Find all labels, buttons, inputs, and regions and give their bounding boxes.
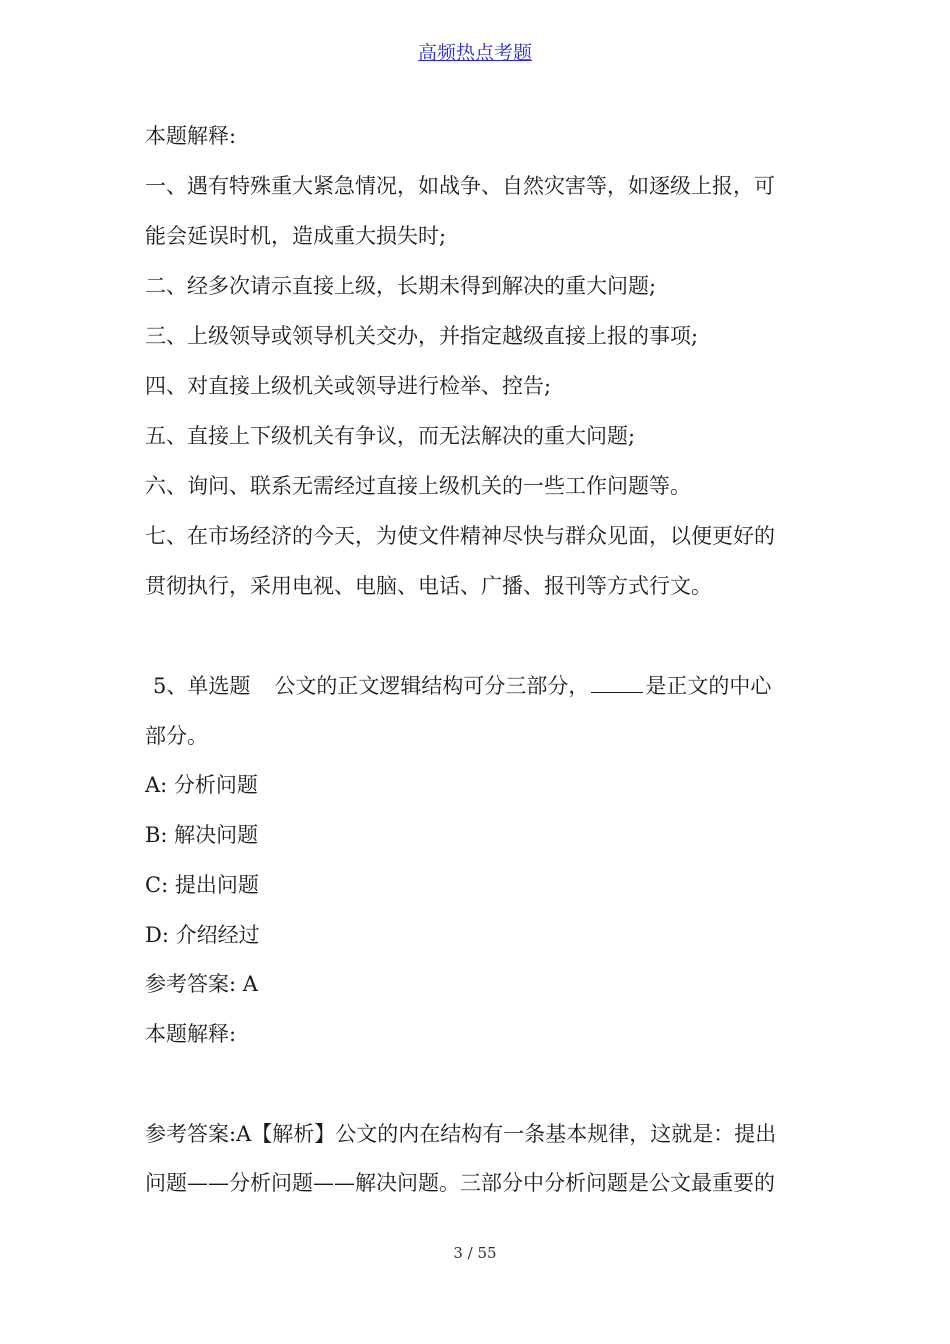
explanation-item: 一、遇有特殊重大紧急情况，如战争、自然灾害等，如逐级上报，可 bbox=[145, 174, 775, 198]
option-c: C: 提出问题 bbox=[145, 873, 259, 897]
explanation-heading: 本题解释: bbox=[145, 124, 237, 148]
option-b: B: 解决问题 bbox=[145, 823, 259, 847]
answer: 参考答案: A bbox=[145, 972, 258, 996]
explanation-item: 五、直接上下级机关有争议，而无法解决的重大问题; bbox=[145, 424, 636, 448]
explanation-heading: 本题解释: bbox=[145, 1022, 237, 1046]
question-stem-line2: 部分。 bbox=[145, 724, 208, 748]
question-stem-before: 公文的正文逻辑结构可分三部分， bbox=[274, 674, 590, 698]
explanation-item: 二、经多次请示直接上级，长期未得到解决的重大问题; bbox=[145, 274, 657, 298]
option-d: D: 介绍经过 bbox=[145, 923, 260, 947]
explanation-item: 贯彻执行，采用电视、电脑、电话、广播、报刊等方式行文。 bbox=[145, 574, 712, 598]
header-link[interactable]: 高频热点考题 bbox=[417, 42, 532, 64]
explanation-item: 四、对直接上级机关或领导进行检举、控告; bbox=[145, 374, 552, 398]
page-indicator: 3 / 55 bbox=[453, 1244, 497, 1262]
explanation-item: 六、询问、联系无需经过直接上级机关的一些工作问题等。 bbox=[145, 474, 691, 498]
explanation-item: 七、在市场经济的今天，为使文件精神尽快与群众见面，以便更好的 bbox=[145, 524, 775, 548]
question-stem bbox=[153, 672, 823, 700]
question-stem-after: 是正文的中心 bbox=[645, 674, 772, 698]
analysis-line: 问题——分析问题——解决问题。三部分中分析问题是公文最重要的 bbox=[145, 1171, 775, 1195]
analysis-line: 参考答案:A【解析】公文的内在结构有一条基本规律，这就是：提出 bbox=[145, 1122, 777, 1146]
explanation-item: 三、上级领导或领导机关交办，并指定越级直接上报的事项; bbox=[145, 324, 699, 348]
option-a: A: 分析问题 bbox=[145, 773, 258, 797]
question-number-type: 5、单选题 bbox=[153, 674, 251, 698]
fill-blank bbox=[591, 672, 643, 693]
explanation-item: 能会延误时机，造成重大损失时; bbox=[145, 224, 447, 248]
